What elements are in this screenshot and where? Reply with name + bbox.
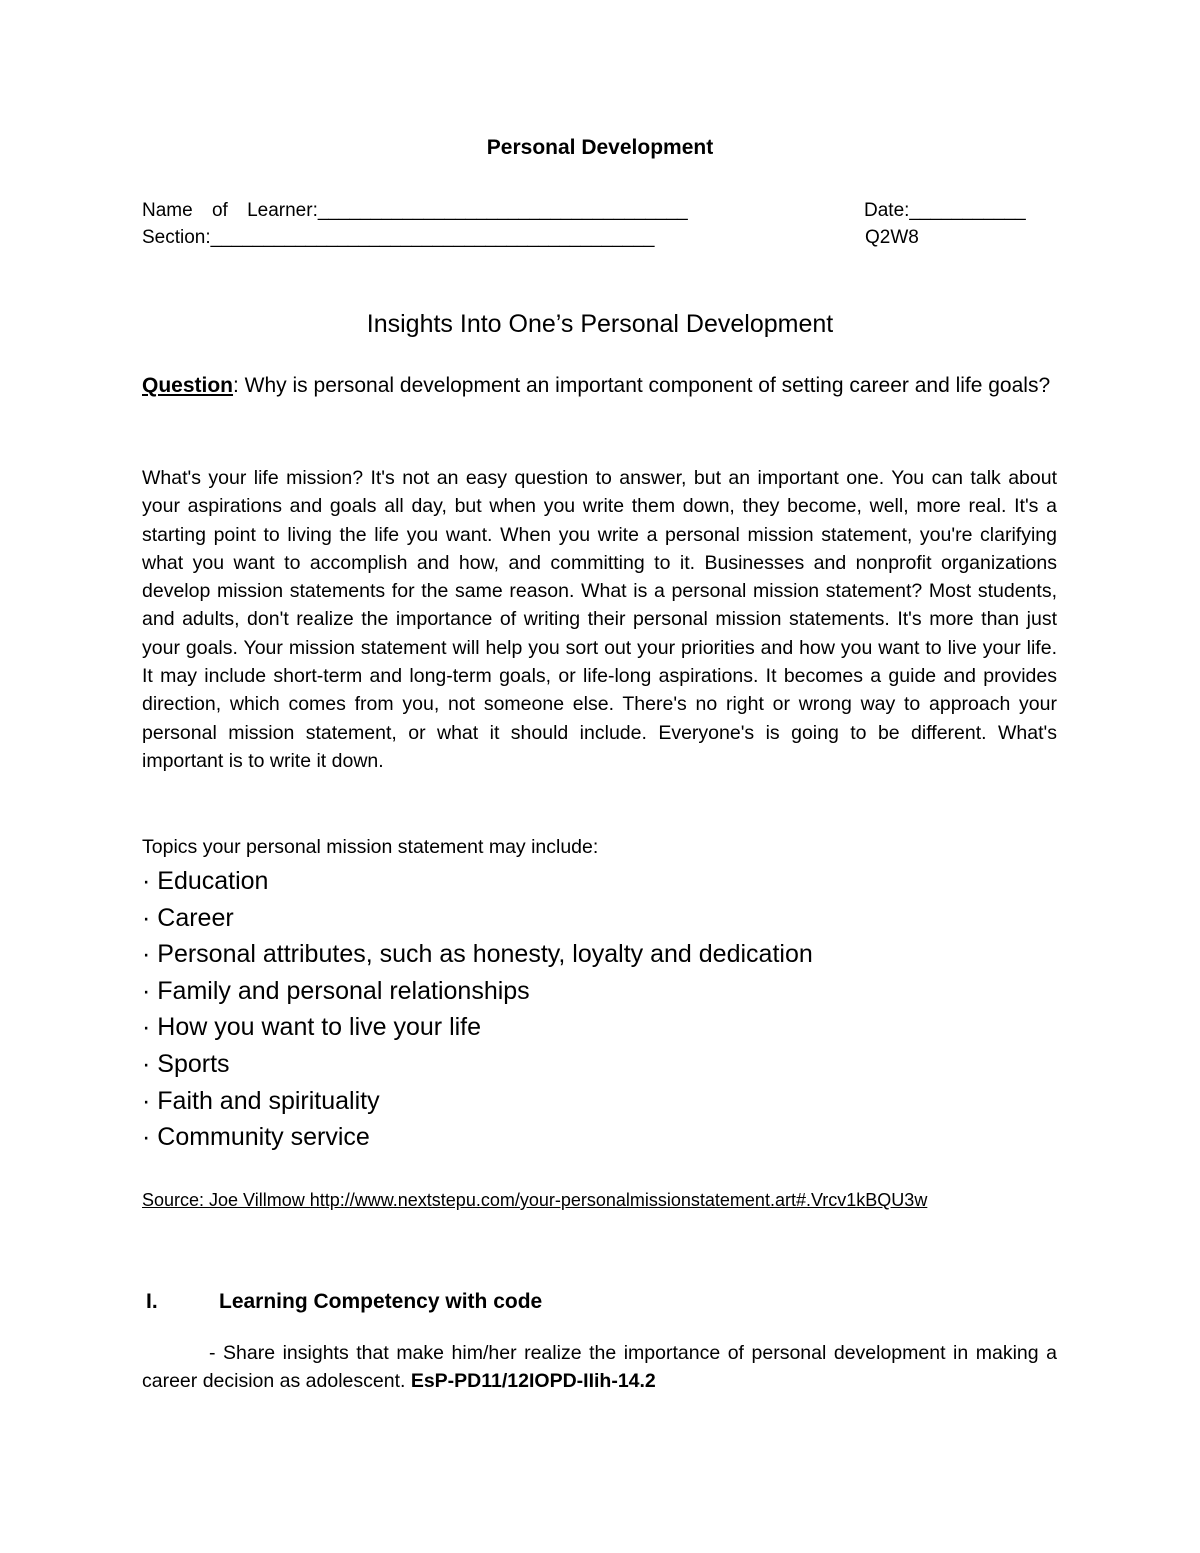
main-title: Insights Into One’s Personal Development: [366, 310, 834, 338]
document-title: Personal Development: [486, 136, 714, 159]
section-label: Section:: [142, 227, 211, 248]
date-field: [864, 200, 1026, 222]
date-label: Date:: [864, 200, 910, 221]
guiding-question: [142, 371, 1057, 401]
section-field: [142, 227, 654, 249]
list-item: · Personal attributes, such as honesty, loyalty and dedication: [142, 940, 813, 969]
competency-description: - Share insights that make him/her realize the importance of personal development in making a career decision as adolescent.: [142, 1342, 1057, 1393]
week-code: Q2W8: [865, 227, 919, 248]
list-item: · Family and personal relationships: [142, 976, 530, 1005]
section-blank: __________________________________________: [210, 227, 655, 248]
topics-intro: Topics your personal mission statement may include:: [142, 836, 599, 858]
section-number: I.: [146, 1290, 158, 1313]
list-item: · Community service: [142, 1123, 370, 1152]
source-link[interactable]: Source: Joe Villmow http://www.nextstepu.com/your-personalmissionstatement.art#.Vrcv1kBQU3w: [142, 1190, 928, 1210]
name-blank: ___________________________________: [317, 200, 688, 221]
question-label: Question: [142, 374, 234, 397]
date-blank: ___________: [909, 200, 1026, 221]
list-item: · Career: [142, 903, 234, 932]
name-label: Name of Learner:: [142, 200, 318, 221]
section-heading: Learning Competency with code: [219, 1290, 543, 1313]
mission-paragraph: What's your life mission? It's not an easy question to answer, but an important one. You can talk about your aspirations and goals all day, but when you write them down, they become, well, more real. It's a starting point to living the life you want. When you write a personal mission statement, you're clarifying what you want to accomplish and how, and committing to it. Businesses and nonprofit organizations develop mission statements for the same reason. What is a personal mission statement? Most students, and adults, don't realize the importance of writing their personal mission statements. It's more than just your goals. Your mission statement will help you sort out your priorities and how you want to live your life. It may include short-term and long-term goals, or life-long aspirations. It becomes a guide and provides direction, which comes from you, not someone else. There's no right or wrong way to approach your personal mission statement, or what it should include. Everyone's is going to be different. What's important is to write it down.: [142, 467, 1057, 772]
list-item: · How you want to live your life: [142, 1013, 482, 1042]
topics-list: [142, 863, 813, 1156]
competency-text: [142, 1339, 1057, 1396]
list-item: · Sports: [142, 1049, 230, 1078]
question-text: : Why is personal development an important component of setting career and life goals?: [233, 374, 1051, 397]
competency-code: EsP-PD11/12IOPD-IIih-14.2: [410, 1370, 656, 1393]
name-of-learner-field: [142, 200, 688, 222]
list-item: · Faith and spirituality: [142, 1086, 380, 1115]
list-item: · Education: [142, 867, 269, 895]
